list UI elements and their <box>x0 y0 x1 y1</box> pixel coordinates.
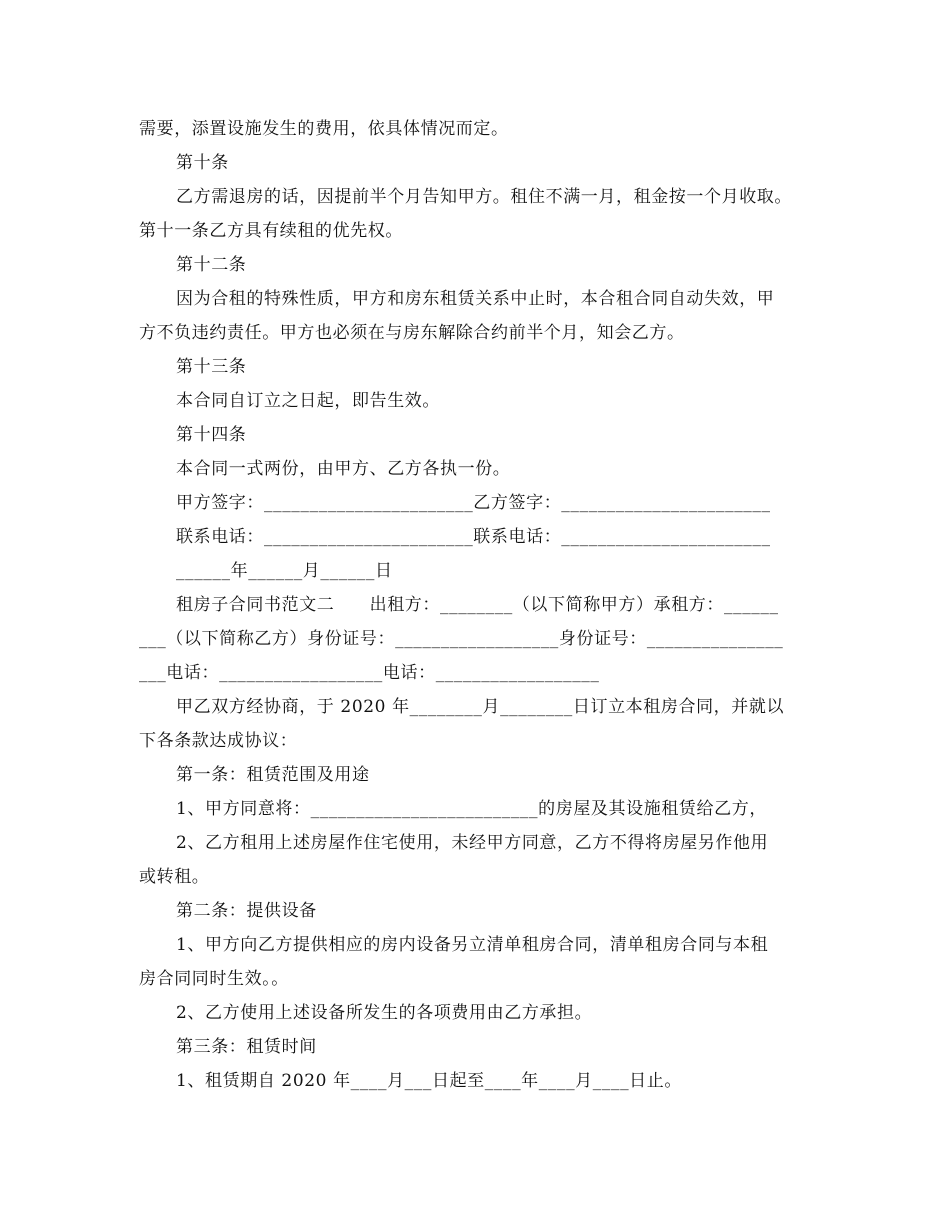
article-heading: 第三条：租赁时间 <box>176 1037 317 1057</box>
text-line: 1、甲方同意将：_________________________的房屋及其设施租赁给乙方， <box>176 799 767 819</box>
text-line: 甲乙双方经协商，于 2020 年________月________日订立本租房合同，并就以 <box>176 697 785 717</box>
text-line: 1、租赁期自 2020 年____月___日起至____年____月____日止。 <box>176 1071 682 1091</box>
date-line: ______年______月______日 <box>176 561 393 581</box>
text-line: 房合同同时生效。。 <box>139 969 289 989</box>
text-line: 乙方需退房的话，因提前半个月告知甲方。租住不满一月，租金按一个月收取。 <box>176 187 792 207</box>
article-heading: 第二条：提供设备 <box>176 901 317 921</box>
signature-line: 甲方签字：_______________________乙方签字：_______________________ <box>176 493 771 513</box>
text-line: 2、乙方使用上述设备所发生的各项费用由乙方承担。 <box>176 1003 593 1023</box>
text-line: 2、乙方租用上述房屋作住宅使用，未经甲方同意，乙方不得将房屋另作他用 <box>176 833 769 853</box>
article-heading: 第十三条 <box>176 357 247 377</box>
text-line: 因为合租的特殊性质，甲方和房东租赁关系中止时，本合租合同自动失效，甲 <box>176 289 775 309</box>
text-line: ___电话：__________________电话：__________________ <box>139 663 600 683</box>
text-line: 1、甲方向乙方提供相应的房内设备另立清单租房合同，清单租房合同与本租 <box>176 935 769 955</box>
text-line: 需要，添置设施发生的费用，依具体情况而定。 <box>139 119 509 139</box>
text-line: 方不负违约责任。甲方也必须在与房东解除合约前半个月，知会乙方。 <box>139 323 685 343</box>
text-line: ___（以下简称乙方）身份证号：__________________身份证号：_______________ <box>139 629 784 649</box>
text-line: 本合同自订立之日起，即告生效。 <box>176 391 440 411</box>
text-line: 本合同一式两份，由甲方、乙方各执一份。 <box>176 459 511 479</box>
phone-line: 联系电话：_______________________联系电话：_______________________ <box>176 527 771 547</box>
article-heading: 第十二条 <box>176 255 247 275</box>
text-line: 租房子合同书范文二 出租方：________（以下简称甲方）承租方：______ <box>176 595 779 615</box>
article-heading: 第十条 <box>176 153 229 173</box>
article-heading: 第十四条 <box>176 425 247 445</box>
text-line: 第十一条乙方具有续租的优先权。 <box>139 221 403 241</box>
text-line: 或转租。 <box>139 867 210 887</box>
article-heading: 第一条：租赁范围及用途 <box>176 765 370 785</box>
text-line: 下各条款达成协议： <box>139 731 298 751</box>
